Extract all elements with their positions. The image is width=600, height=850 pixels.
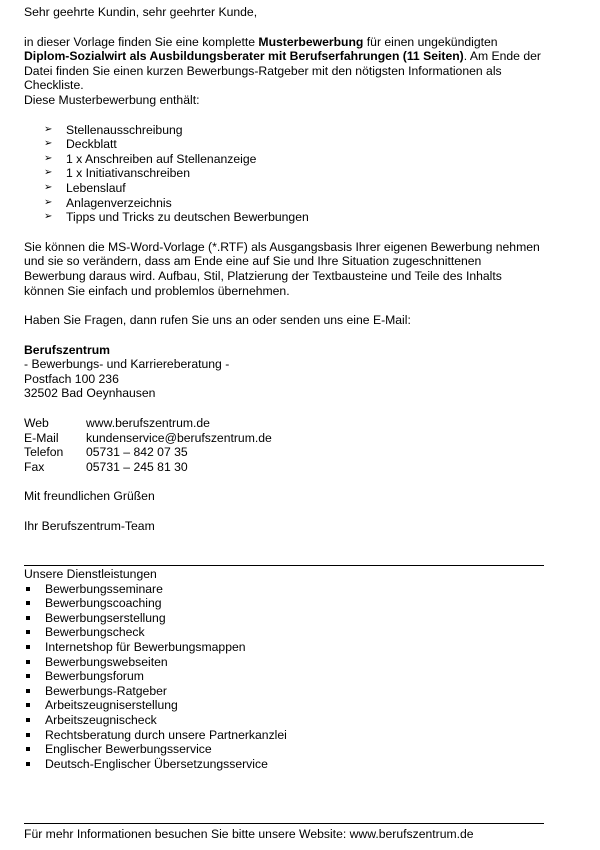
square-bullet-icon (26, 674, 30, 678)
list-item: ➢ Lebenslauf (44, 180, 126, 195)
list-item: Rechtsberatung durch unsere Partnerkanzlei (24, 728, 544, 743)
arrow-bullet-icon: ➢ (44, 211, 53, 223)
contact-label: Fax (24, 459, 45, 474)
list-item: Arbeitszeugnischeck (24, 713, 544, 728)
company-postbox: Postfach 100 236 (24, 371, 119, 386)
divider-bottom (24, 823, 544, 824)
contents-list (24, 123, 544, 225)
email-link[interactable]: kundenservice@berufszentrum.de (86, 430, 272, 445)
intro-text-1: in dieser Vorlage finden Sie eine komplette (24, 34, 259, 49)
list-item: Deutsch-Englischer Übersetzungsservice (24, 757, 544, 772)
list-item: ➢ Anlagenverzeichnis (44, 195, 172, 210)
usage-paragraph: Sie können die MS-Word-Vorlage (*.RTF) als Ausgangsbasis Ihrer eigenen Bewerbung nehmen und sie so verändern, dass am Ende eine auf Sie und Ihre Situation zugeschnittenen Bewerbung daraus wird. Aufbau, Stil, Platzierung der Textbausteine und Teile des Inhalts können Sie einfach und problemlos übernehmen. (24, 239, 540, 298)
list-item: Bewerbungserstellung (24, 611, 544, 626)
contact-label: Telefon (24, 445, 64, 460)
contact-label: E-Mail (24, 430, 59, 445)
contact-row-email (24, 431, 544, 446)
square-bullet-icon (26, 703, 30, 707)
company-city: 32502 Bad Oeynhausen (24, 386, 156, 401)
list-item: Bewerbungsseminare (24, 582, 544, 597)
square-bullet-icon (26, 718, 30, 722)
services-section (24, 567, 544, 771)
closing-line: Mit freundlichen Grüßen (24, 489, 155, 504)
list-item: ➢ 1 x Initiativanschreiben (44, 166, 190, 181)
footer-website-note[interactable]: Für mehr Informationen besuchen Sie bitte unsere Website: www.berufszentrum.de (24, 827, 474, 841)
contact-row-web (24, 416, 544, 431)
services-list-references (24, 698, 544, 742)
contact-row-fax (24, 460, 544, 475)
square-bullet-icon (26, 762, 30, 766)
intro-bold-2: Diplom-Sozialwirt als Ausbildungsberater mit Berufserfahrungen (11 Seiten) (24, 49, 464, 64)
intro-bold-1: Musterbewerbung (258, 34, 364, 49)
contact-label: Web (24, 416, 49, 431)
contents-heading: Diese Musterbewerbung enthält: (24, 92, 200, 107)
phone-value: 05731 – 842 07 35 (86, 445, 188, 460)
document-page (24, 0, 544, 534)
list-item: Bewerbungswebseiten (24, 655, 544, 670)
square-bullet-icon (26, 660, 30, 664)
square-bullet-icon (26, 587, 30, 591)
company-subtitle: - Bewerbungs- und Karriereberatung - (24, 357, 230, 372)
services-list-english (24, 742, 544, 771)
arrow-bullet-icon: ➢ (44, 138, 53, 150)
web-link[interactable]: www.berufszentrum.de (86, 416, 210, 431)
list-item: ➢ Stellenausschreibung (44, 122, 183, 137)
intro-paragraph (24, 35, 544, 93)
contact-row-phone (24, 445, 544, 460)
square-bullet-icon (26, 747, 30, 751)
list-item: Bewerbungscheck (24, 625, 544, 640)
square-bullet-icon (26, 616, 30, 620)
contact-table (24, 416, 544, 474)
list-item: Bewerbungs-Ratgeber (24, 684, 544, 699)
list-item: Bewerbungsforum (24, 669, 544, 684)
services-list-application (24, 582, 544, 699)
list-item: ➢ Deckblatt (44, 137, 117, 152)
salutation: Sehr geehrte Kundin, sehr geehrter Kunde, (24, 5, 258, 19)
square-bullet-icon (26, 689, 30, 693)
list-item: Bewerbungscoaching (24, 596, 544, 611)
arrow-bullet-icon: ➢ (44, 152, 53, 164)
company-address (24, 343, 544, 401)
arrow-bullet-icon: ➢ (44, 196, 53, 208)
divider-top (24, 565, 544, 566)
intro-text-3: . Am Ende der Datei finden Sie einen kurzen Bewerbungs-Ratgeber mit den nötigsten Informationen als Checkliste. (24, 49, 541, 93)
fax-value: 05731 – 245 81 30 (86, 459, 188, 474)
square-bullet-icon (26, 630, 30, 634)
questions-paragraph: Haben Sie Fragen, dann rufen Sie uns an oder senden uns eine E-Mail: (24, 313, 411, 328)
signature-team: Ihr Berufszentrum-Team (24, 519, 155, 534)
services-title: Unsere Dienstleistungen (24, 567, 157, 581)
arrow-bullet-icon: ➢ (44, 181, 53, 193)
intro-text-2: für einen ungekündigten (363, 34, 498, 49)
list-item: ➢ 1 x Anschreiben auf Stellenanzeige (44, 151, 257, 166)
square-bullet-icon (26, 601, 30, 605)
arrow-bullet-icon: ➢ (44, 167, 53, 179)
square-bullet-icon (26, 733, 30, 737)
arrow-bullet-icon: ➢ (44, 123, 53, 135)
company-name: Berufszentrum (24, 342, 111, 357)
square-bullet-icon (26, 645, 30, 649)
list-item: ➢ Tipps und Tricks zu deutschen Bewerbungen (44, 210, 309, 225)
list-item: Englischer Bewerbungsservice (24, 742, 544, 757)
list-item: Arbeitszeugniserstellung (24, 698, 544, 713)
list-item: Internetshop für Bewerbungsmappen (24, 640, 544, 655)
